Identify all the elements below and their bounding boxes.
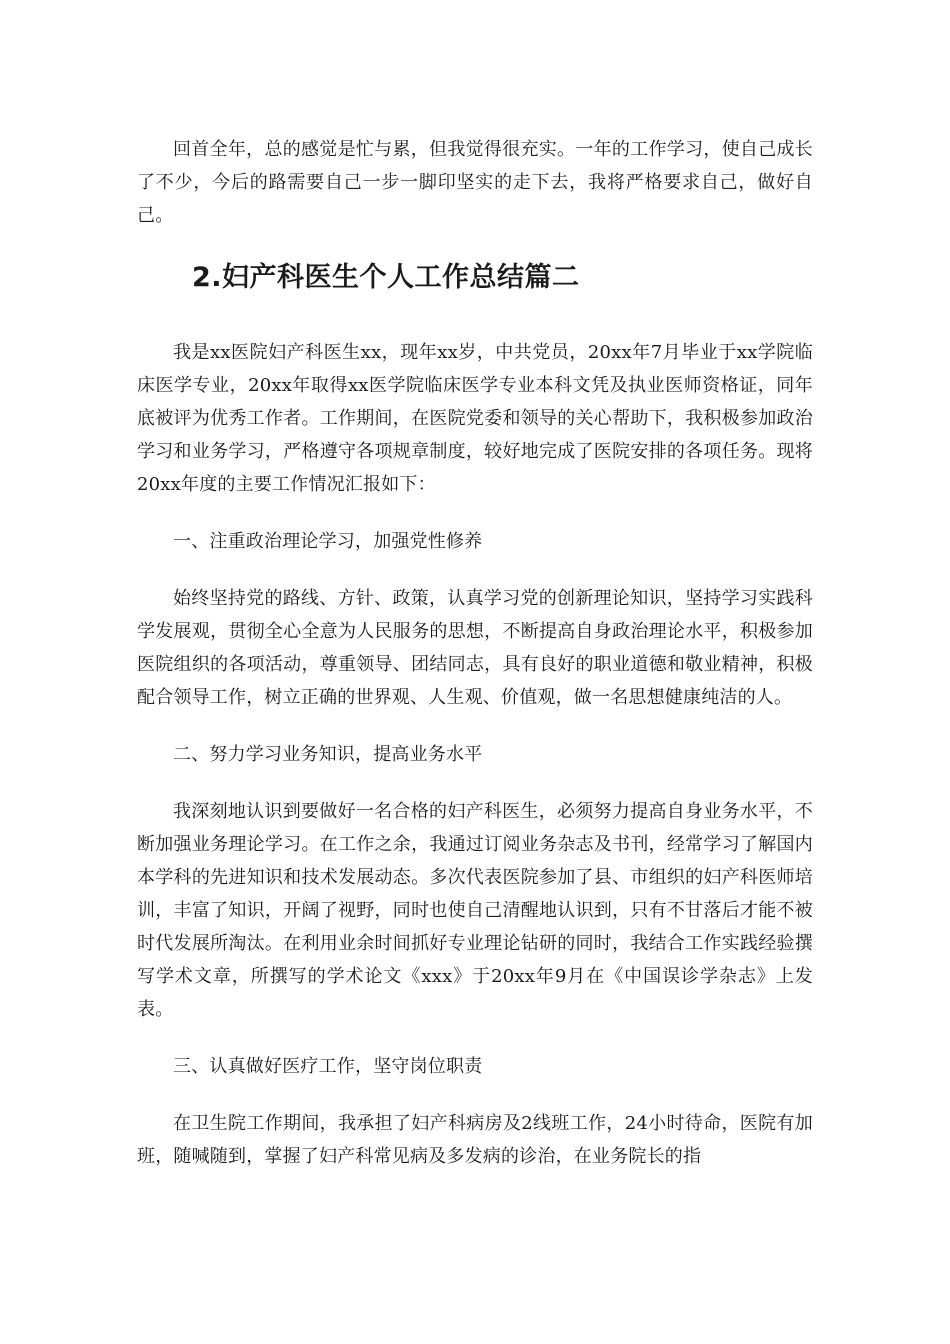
subheading-1: 一、注重政治理论学习，加强党性修养 <box>173 531 483 552</box>
body-paragraph-1: 我是xx医院妇产科医生xx，现年xx岁，中共党员，20xx年7月毕业于xx学院临床医学专业，20xx年取得xx医学院临床医学专业本科文凭及执业医师资格证，同年底被评为优秀工作者。工作期间，在医院党委和领导的关心帮助下，我积极参加政治学习和业务学习，严格遵守各项规章制度，较好地完成了医院安排的各项任务。现将20xx年度的主要工作情况汇报如下： <box>137 342 813 495</box>
subheading-3: 三、认真做好医疗工作，坚守岗位职责 <box>173 1056 483 1077</box>
section-title: 2.妇产科医生个人工作总结篇二 <box>192 262 580 293</box>
document-body <box>137 133 813 1197</box>
subheading-2: 二、努力学习业务知识，提高业务水平 <box>173 744 483 765</box>
body-paragraph-4: 在卫生院工作期间，我承担了妇产科病房及2线班工作，24小时待命，医院有加班，随喊随到，掌握了妇产科常见病及多发病的诊治，在业务院长的指 <box>137 1113 813 1167</box>
intro-paragraph: 回首全年，总的感觉是忙与累，但我觉得很充实。一年的工作学习，使自己成长了不少，今后的路需要自己一步一脚印坚实的走下去，我将严格要求自己，做好自己。 <box>137 139 813 226</box>
body-paragraph-2: 始终坚持党的路线、方针、政策，认真学习党的创新理论知识，坚持学习实践科学发展观，贯彻全心全意为人民服务的思想，不断提高自身政治理论水平，积极参加医院组织的各项活动，尊重领导、团结同志，具有良好的职业道德和敬业精神，积极配合领导工作，树立正确的世界观、人生观、价值观，做一名思想健康纯洁的人。 <box>137 588 813 708</box>
body-paragraph-3: 我深刻地认识到要做好一名合格的妇产科医生，必须努力提高自身业务水平，不断加强业务理论学习。在工作之余，我通过订阅业务杂志及书刊，经常学习了解国内本学科的先进知识和技术发展动态。多次代表医院参加了县、市组织的妇产科医师培训，丰富了知识，开阔了视野，同时也使自己清醒地认识到，只有不甘落后才能不被时代发展所淘汰。在利用业余时间抓好专业理论钻研的同时，我结合工作实践经验撰写学术文章，所撰写的学术论文《xxx》于20xx年9月在《中国误诊学杂志》上发表。 <box>137 801 813 1020</box>
